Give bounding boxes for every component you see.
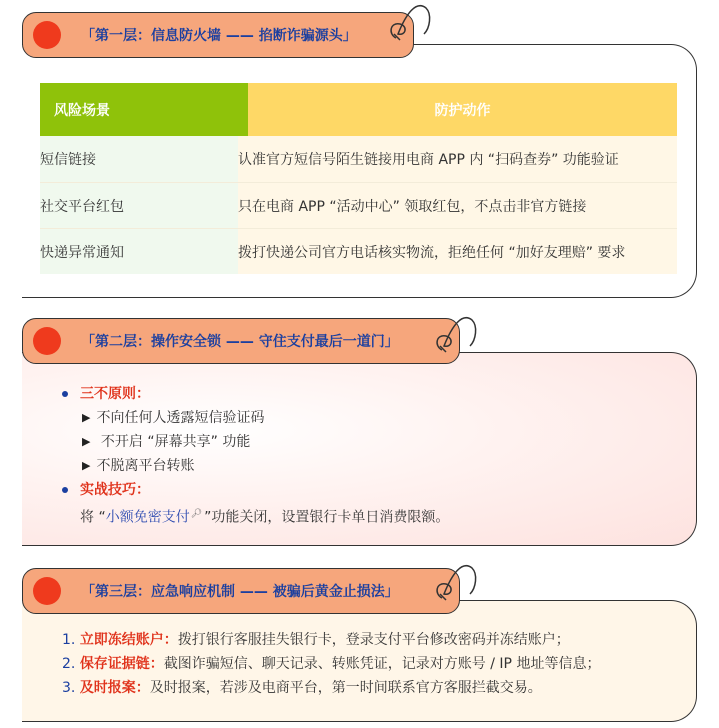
list-item xyxy=(62,382,449,406)
list-item xyxy=(62,430,449,454)
list-item xyxy=(62,454,449,478)
layer2-header-tab xyxy=(22,318,460,364)
item-text: 拨打银行客服挂失银行卡，登录支付平台修改密码并冻结账户； xyxy=(177,632,570,648)
header-protective-action: 防护动作 xyxy=(248,83,677,136)
item-number: 1. xyxy=(62,632,76,648)
tip-prefix: 将 “ xyxy=(80,509,106,526)
list-item xyxy=(62,652,600,676)
layer3-section xyxy=(0,560,719,728)
table-row xyxy=(40,182,677,228)
red-dot-icon xyxy=(33,21,61,49)
header-risk-scenario: 风险场景 xyxy=(40,83,248,136)
risk-table xyxy=(40,83,677,274)
item-text: 及时报案，若涉及电商平台，第一时间联系官方客服拦截交易。 xyxy=(149,680,542,696)
table-row xyxy=(40,228,677,274)
item-number: 3. xyxy=(62,680,76,696)
item-text: 截图诈骗短信、聊天记录、转账凭证，记录对方账号 / IP 地址等信息； xyxy=(163,656,601,672)
layer3-title: 「第三层：应急响应机制 —— 被骗后黄金止损法」 xyxy=(81,584,399,600)
triangle-right-icon: ▶ xyxy=(82,435,91,448)
principles-label: 三不原则： xyxy=(80,386,150,402)
tip-line xyxy=(62,502,449,530)
item-label: 保存证据链： xyxy=(79,656,164,672)
table-cell-scenario: 社交平台红包 xyxy=(40,183,238,228)
item-label: 立即冻结账户： xyxy=(79,632,178,648)
layer3-list xyxy=(62,628,600,700)
table-cell-action: 只在电商 APP “活动中心” 领取红包，不点击非官方链接 xyxy=(238,183,677,228)
layer1-header-tab xyxy=(22,12,414,58)
principle-text: 不脱离平台转账 xyxy=(96,458,195,474)
tip-search-link[interactable]: 小额免密支付 xyxy=(105,509,190,526)
list-item xyxy=(62,478,449,502)
red-dot-icon xyxy=(33,577,61,605)
table-row xyxy=(40,136,677,182)
table-cell-scenario: 短信链接 xyxy=(40,136,238,182)
layer2-section xyxy=(0,312,719,552)
search-icon[interactable]: 🔎︎ xyxy=(190,509,203,519)
table-cell-action: 拨打快递公司官方电话核实物流，拒绝任何 “加好友理赔” 要求 xyxy=(238,229,677,274)
layer2-title: 「第二层：操作安全锁 —— 守住支付最后一道门」 xyxy=(81,334,399,350)
item-number: 2. xyxy=(62,656,76,672)
list-item xyxy=(62,406,449,430)
principle-text: 不开启 “屏幕共享” 功能 xyxy=(96,434,251,450)
bullet-icon xyxy=(62,487,68,493)
principle-text: 不向任何人透露短信验证码 xyxy=(96,410,265,426)
triangle-right-icon: ▶ xyxy=(82,411,91,424)
list-item xyxy=(62,628,600,652)
table-cell-scenario: 快递异常通知 xyxy=(40,229,238,274)
curl-ornament-icon xyxy=(386,0,434,46)
layer1-title: 「第一层：信息防火墙 —— 掐断诈骗源头」 xyxy=(81,28,357,44)
layer2-list xyxy=(62,382,449,530)
table-cell-action: 认准官方短信号陌生链接用电商 APP 内 “扫码查券” 功能验证 xyxy=(238,136,677,182)
list-item xyxy=(62,676,600,700)
layer3-header-tab xyxy=(22,568,460,614)
table-header xyxy=(40,83,677,136)
tips-label: 实战技巧： xyxy=(80,482,150,498)
triangle-right-icon: ▶ xyxy=(82,459,91,472)
layer1-section xyxy=(0,0,719,305)
red-dot-icon xyxy=(33,327,61,355)
bullet-icon xyxy=(62,391,68,397)
tip-suffix: ”功能关闭，设置银行卡单日消费限额。 xyxy=(204,509,450,526)
item-label: 及时报案： xyxy=(79,680,150,696)
curl-ornament-icon xyxy=(432,554,480,606)
curl-ornament-icon xyxy=(432,306,480,358)
